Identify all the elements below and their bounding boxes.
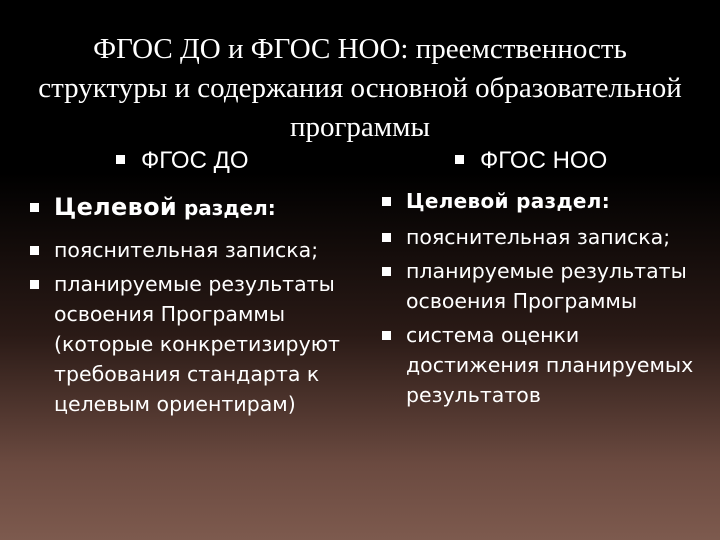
column-header-right-label: ФГОС НОО [480, 147, 608, 174]
column-header-left [116, 146, 248, 176]
list-item-section-title [382, 186, 702, 216]
list-item [30, 269, 360, 419]
list-item-text: система оценки достижения планируемых результатов [406, 323, 694, 407]
left-column [30, 190, 360, 423]
square-bullet-icon [30, 280, 39, 289]
right-column [382, 186, 702, 414]
square-bullet-icon [116, 155, 125, 164]
square-bullet-icon [382, 197, 391, 206]
list-item [30, 235, 360, 265]
list-item-text: пояснительная записка; [54, 238, 319, 262]
section-title-rest: раздел: [177, 196, 276, 220]
title-line-1: ФГОС ДО и ФГОС НОО: преемственность [93, 33, 627, 65]
list-item-section-title [30, 190, 360, 225]
section-title-main: Целевой раздел: [406, 189, 611, 213]
list-item [382, 256, 702, 316]
column-header-left-label: ФГОС ДО [141, 147, 249, 174]
title-line-3: программы [290, 111, 430, 143]
slide-title [20, 30, 700, 147]
title-line-2: структуры и содержания основной образовательной [38, 72, 682, 104]
list-item-text: пояснительная записка; [406, 225, 671, 249]
section-title-main: Целевой [54, 193, 177, 221]
square-bullet-icon [382, 331, 391, 340]
square-bullet-icon [382, 233, 391, 242]
square-bullet-icon [30, 203, 39, 212]
square-bullet-icon [455, 155, 464, 164]
list-item [382, 222, 702, 252]
list-item [382, 320, 702, 410]
square-bullet-icon [382, 267, 391, 276]
list-item-text: планируемые результаты освоения Программы [406, 259, 687, 313]
column-header-right [455, 146, 607, 176]
square-bullet-icon [30, 246, 39, 255]
list-item-text: планируемые результаты освоения Программы (которые конкретизируют требования стандарта к целевым ориентирам) [54, 272, 340, 416]
